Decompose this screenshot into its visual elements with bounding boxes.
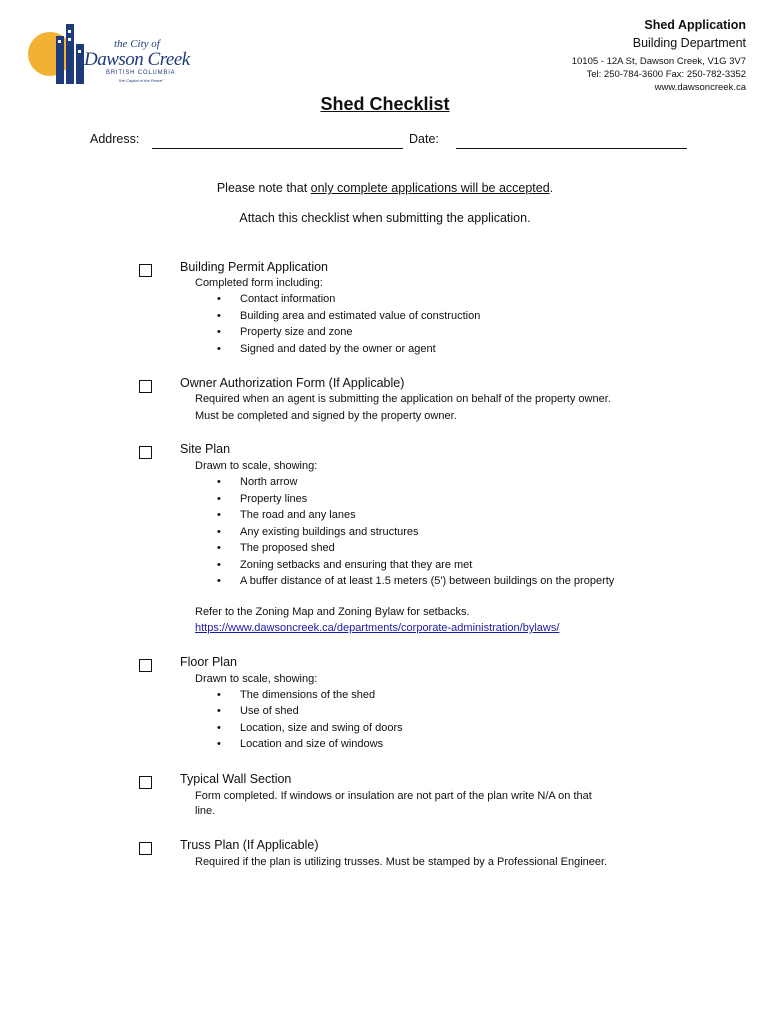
list-item: Any existing buildings and structures xyxy=(240,526,419,538)
address-field[interactable] xyxy=(152,148,403,149)
list-item: North arrow xyxy=(240,476,298,488)
notice-complete-applications: Please note that only complete applications will be accepted. xyxy=(216,181,554,195)
date-field[interactable] xyxy=(456,148,687,149)
checkbox-wall-section[interactable] xyxy=(139,776,152,789)
list-item: A buffer distance of at least 1.5 meters (5') between buildings on the property xyxy=(240,575,615,587)
city-logo xyxy=(26,22,196,88)
list-item: The road and any lanes xyxy=(240,509,356,521)
checkbox-site-plan[interactable] xyxy=(139,446,152,459)
item-title-truss-plan: Truss Plan (If Applicable) xyxy=(180,838,319,852)
list-item: Location, size and swing of doors xyxy=(240,722,403,734)
bullet-glyph: • xyxy=(217,310,221,322)
list-item: Property size and zone xyxy=(240,326,353,338)
item-title-site-plan: Site Plan xyxy=(180,442,231,456)
checkbox-building-permit[interactable] xyxy=(139,264,152,277)
item-desc-line: Form completed. If windows or insulation are not part of the plan write N/A on that xyxy=(195,790,592,802)
list-item: Contact information xyxy=(240,293,336,305)
bullet-glyph: • xyxy=(217,293,221,305)
header-contact-block xyxy=(572,17,746,94)
item-title-building-permit: Building Permit Application xyxy=(180,260,328,274)
page-title: Shed Checklist xyxy=(320,94,450,114)
list-item: Use of shed xyxy=(240,705,299,717)
bullet-glyph: • xyxy=(217,542,221,554)
bullet-glyph: • xyxy=(217,705,221,717)
logo-the-city: the City of xyxy=(114,38,160,50)
notice-attach-checklist: Attach this checklist when submitting the application. xyxy=(239,211,531,225)
bullet-glyph: • xyxy=(217,476,221,488)
item-desc-line: Must be completed and signed by the property owner. xyxy=(195,410,457,422)
bullet-glyph: • xyxy=(217,526,221,538)
bullet-glyph: • xyxy=(217,689,221,701)
list-item: Building area and estimated value of construction xyxy=(240,310,481,322)
bullet-glyph: • xyxy=(217,493,221,505)
list-item: Property lines xyxy=(240,493,308,505)
bullet-glyph: • xyxy=(217,326,221,338)
zoning-note: Refer to the Zoning Map and Zoning Bylaw for setbacks. xyxy=(195,606,470,618)
address-label: Address: xyxy=(90,132,140,146)
list-item: Zoning setbacks and ensuring that they are met xyxy=(240,559,473,571)
bylaws-link[interactable]: https://www.dawsoncreek.ca/departments/corporate-administration/bylaws/ xyxy=(195,622,560,634)
bullet-glyph: • xyxy=(217,575,221,587)
application-title: Shed Application xyxy=(644,18,746,32)
phone-fax: Tel: 250-784-3600 Fax: 250-782-3352 xyxy=(586,69,746,80)
item-desc-line: Required if the plan is utilizing trusses. Must be stamped by a Professional Engineer. xyxy=(195,856,608,868)
department-name: Building Department xyxy=(632,36,746,50)
list-item: Location and size of windows xyxy=(240,738,384,750)
bullet-glyph: • xyxy=(217,343,221,355)
logo-tagline: "the Capital of the Peace" xyxy=(118,78,164,83)
list-item: The proposed shed xyxy=(240,542,335,554)
item-title-floor-plan: Floor Plan xyxy=(180,655,237,669)
item-desc-site-plan: Drawn to scale, showing: xyxy=(195,460,318,472)
list-item: Signed and dated by the owner or agent xyxy=(240,343,436,355)
bullet-glyph: • xyxy=(217,722,221,734)
item-title-wall-section: Typical Wall Section xyxy=(180,772,292,786)
item-desc-building-permit: Completed form including: xyxy=(195,277,323,289)
website-link[interactable]: www.dawsoncreek.ca xyxy=(654,82,746,93)
item-title-owner-authorization: Owner Authorization Form (If Applicable) xyxy=(180,376,405,390)
bullet-glyph: • xyxy=(217,738,221,750)
checkbox-truss-plan[interactable] xyxy=(139,842,152,855)
item-desc-floor-plan: Drawn to scale, showing: xyxy=(195,673,318,685)
item-desc-line: line. xyxy=(195,805,216,817)
bullet-glyph: • xyxy=(217,509,221,521)
logo-province: BRITISH COLUMBIA xyxy=(106,70,176,76)
office-address: 10105 - 12A St, Dawson Creek, V1G 3V7 xyxy=(571,56,746,67)
list-item: The dimensions of the shed xyxy=(240,689,376,701)
item-desc-line: Required when an agent is submitting the application on behalf of the property owner. xyxy=(195,393,611,405)
bullet-glyph: • xyxy=(217,559,221,571)
logo-city-name: Dawson Creek xyxy=(84,49,190,70)
notice-emphasis: only complete applications will be accepted xyxy=(310,181,550,195)
checkbox-floor-plan[interactable] xyxy=(139,659,152,672)
checkbox-owner-authorization[interactable] xyxy=(139,380,152,393)
date-label: Date: xyxy=(409,132,439,146)
